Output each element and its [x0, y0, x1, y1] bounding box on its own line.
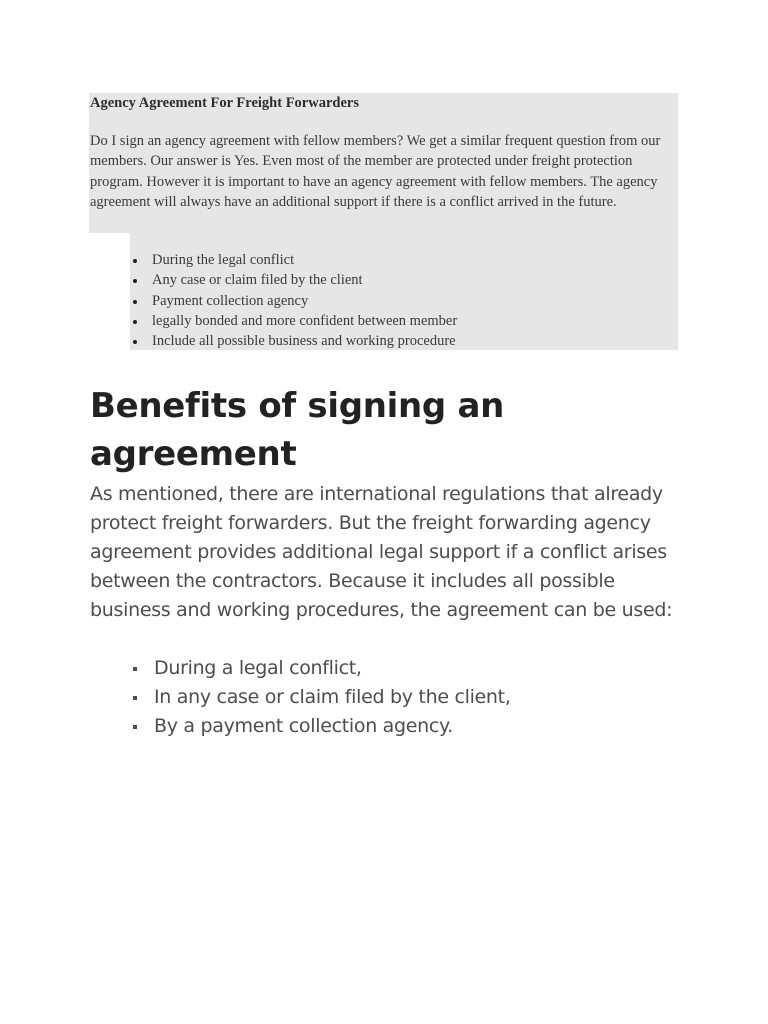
- excerpt-title: Agency Agreement For Freight Forwarders: [90, 95, 359, 111]
- list-item: During the legal conflict: [131, 250, 457, 270]
- list-item: During a legal conflict,: [131, 654, 511, 683]
- list-item: Include all possible business and working procedure: [131, 331, 457, 351]
- excerpt-bullet-list: [131, 250, 457, 351]
- highlighted-excerpt: [89, 93, 678, 350]
- list-item: By a payment collection agency.: [131, 712, 511, 741]
- list-item: In any case or claim filed by the client,: [131, 683, 511, 712]
- list-item: Payment collection agency: [131, 291, 457, 311]
- benefits-heading: Benefits of signing an agreement: [90, 386, 505, 474]
- benefits-bullet-list: [131, 654, 511, 741]
- excerpt-paragraph: Do I sign an agency agreement with fellow members? We get a similar frequent question from our members. Our answer is Yes. Even most of the member are protected under freight protection program. However it is important to have an agency agreement with fellow members. The agency agreement will always have an additional support if there is a conflict arrived in the future.: [90, 133, 661, 211]
- list-item: Any case or claim filed by the client: [131, 270, 457, 290]
- list-item: legally bonded and more confident between member: [131, 311, 457, 331]
- benefits-paragraph: As mentioned, there are international regulations that already protect freight forwarders. But the freight forwarding agency agreement provides additional legal support if a conflict arises between the contractors. Because it includes all possible business and working procedures, the agreement can be used:: [90, 483, 673, 621]
